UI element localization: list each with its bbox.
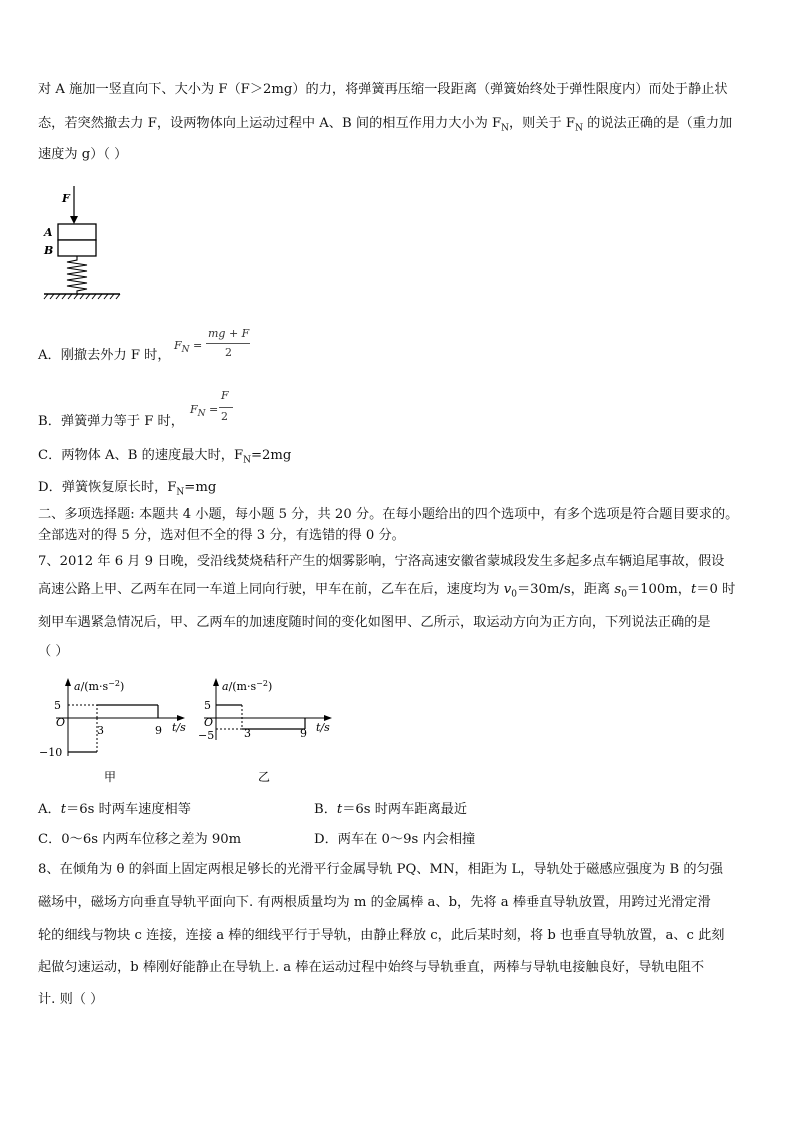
jia-y-tick-5: 5 — [54, 699, 61, 712]
q6-stem-line-3: 速度为 g）（ ） — [38, 147, 128, 162]
yi-x-tick-9: 9 — [300, 727, 307, 740]
q8-stem-line-4: 起做匀速运动，b 棒刚好能静止在导轨上. a 棒在运动过程中始终与导轨垂直，两棒与导轨电接触良好，导轨电阻不 — [38, 960, 705, 975]
q6-option-C[interactable]: C．两物体 A、B 的速度最大时，$F_N=2mg$ — [38, 448, 292, 466]
q7-stem-line-4: （ ） — [38, 644, 69, 659]
q7-stem-line-2: 高速公路上甲、乙两车在同一车道上同向行驶，甲车在前，乙车在后，速度均为 $v_0=30m/s$，距离 $s_0=100m$，t＝0 时 — [38, 582, 736, 600]
jia-x-tick-3: 3 — [97, 724, 104, 737]
ground-hatch — [44, 294, 120, 299]
q7-stem-line-3: 刻甲车遇紧急情况后，甲、乙两车的加速度随时间的变化如图甲、乙所示，取运动方向为正方向，下列说法正确的是 — [38, 615, 711, 630]
spring-icon — [67, 256, 87, 294]
q8-stem-line-5: 计. 则（ ） — [38, 992, 104, 1007]
yi-y-tick-neg5: −5 — [198, 729, 215, 742]
q6-stem-line-1: 对 A 施加一竖直向下、大小为 F（F＞2mg）的力，将弹簧再压缩一段距离（弹簧始终处于弹性限度内）而处于静止状 — [38, 82, 728, 97]
jia-caption: 甲 — [104, 770, 117, 784]
q6-option-A-formula: $F_N$ = mg + F 2 — [174, 327, 250, 359]
yi-caption: 乙 — [258, 770, 271, 784]
block-A — [58, 224, 96, 240]
y-arrow-icon — [65, 678, 71, 686]
y-arrow-icon — [213, 678, 219, 686]
force-arrow-icon — [70, 216, 78, 224]
jia-origin: O — [56, 716, 66, 729]
q8-stem-line-3: 轮的细线与物块 c 连接，连接 a 棒的细线平行于导轨，由静止释放 c，此后某时刻，将 b 也垂直导轨放置，a、c 此刻 — [38, 928, 725, 943]
jia-x-tick-9: 9 — [155, 724, 162, 737]
yi-x-label: t/s — [316, 721, 330, 734]
yi-y-tick-5: 5 — [204, 699, 211, 712]
q7-option-C[interactable]: C．0～6s 内两车位移之差为 90m — [38, 832, 242, 847]
q6-stem-line-2: 态，若突然撤去力 F，设两物体向上运动过程中 A、B 间的相互作用力大小为 $F_N$，则关于 $F_N$ 的说法正确的是（重力加 — [38, 116, 733, 134]
section2-heading-line-2: 全部选对的得 5 分，选对但不全的得 3 分，有选错的得 0 分。 — [38, 528, 405, 543]
jia-y-tick-neg10: −10 — [39, 746, 63, 759]
block-B — [58, 240, 96, 256]
figure-label-F: F — [62, 192, 70, 205]
q8-stem-line-2: 磁场中，磁场方向垂直导轨平面向下. 有两根质量均为 m 的金属棒 a、b，先将 a 棒垂直导轨放置，用跨过光滑定滑 — [38, 895, 711, 910]
q6-option-A[interactable]: A．刚撤去外力 F 时， — [38, 348, 171, 363]
q6-option-D[interactable]: D．弹簧恢复原长时，$F_N=mg$ — [38, 480, 217, 498]
spring-block-figure — [40, 182, 130, 310]
yi-x-tick-3: 3 — [244, 727, 251, 740]
q8-stem-line-1: 8、在倾角为 θ 的斜面上固定两根足够长的光滑平行金属导轨 PQ、MN，相距为 L，导轨处于磁感应强度为 B 的匀强 — [38, 862, 723, 877]
q7-option-D[interactable]: D．两车在 0～9s 内会相撞 — [314, 832, 476, 847]
q6-option-B[interactable]: B．弹簧弹力等于 F 时， — [38, 414, 184, 429]
q7-option-A[interactable]: A．t＝6s 时两车速度相等 — [38, 802, 191, 817]
q7-stem-line-1: 7、2012 年 6 月 9 日晚，受沿线焚烧秸秆产生的烟雾影响，宁洛高速安徽省蒙城段发生多起多点车辆追尾事故，假设 — [38, 554, 725, 569]
q7-option-B[interactable]: B．t＝6s 时两车距离最近 — [314, 802, 468, 817]
yi-origin: O — [204, 716, 214, 729]
jia-y-label: $a/(m\cdot s^{-2})$ — [74, 679, 125, 693]
jia-x-label: t/s — [172, 721, 186, 734]
graph-yi — [194, 674, 344, 786]
section2-heading-line-1: 二、多项选择题: 本题共 4 小题，每小题 5 分，共 20 分。在每小题给出的四个选项中，有多个选项是符合题目要求的。 — [38, 507, 739, 522]
yi-y-label: $a/(m\cdot s^{-2})$ — [222, 679, 273, 693]
figure-label-B: B — [44, 244, 54, 257]
figure-label-A: A — [44, 226, 53, 239]
q6-option-B-formula: $F_N$ = F 2 — [190, 389, 250, 427]
graph-jia — [36, 674, 196, 786]
